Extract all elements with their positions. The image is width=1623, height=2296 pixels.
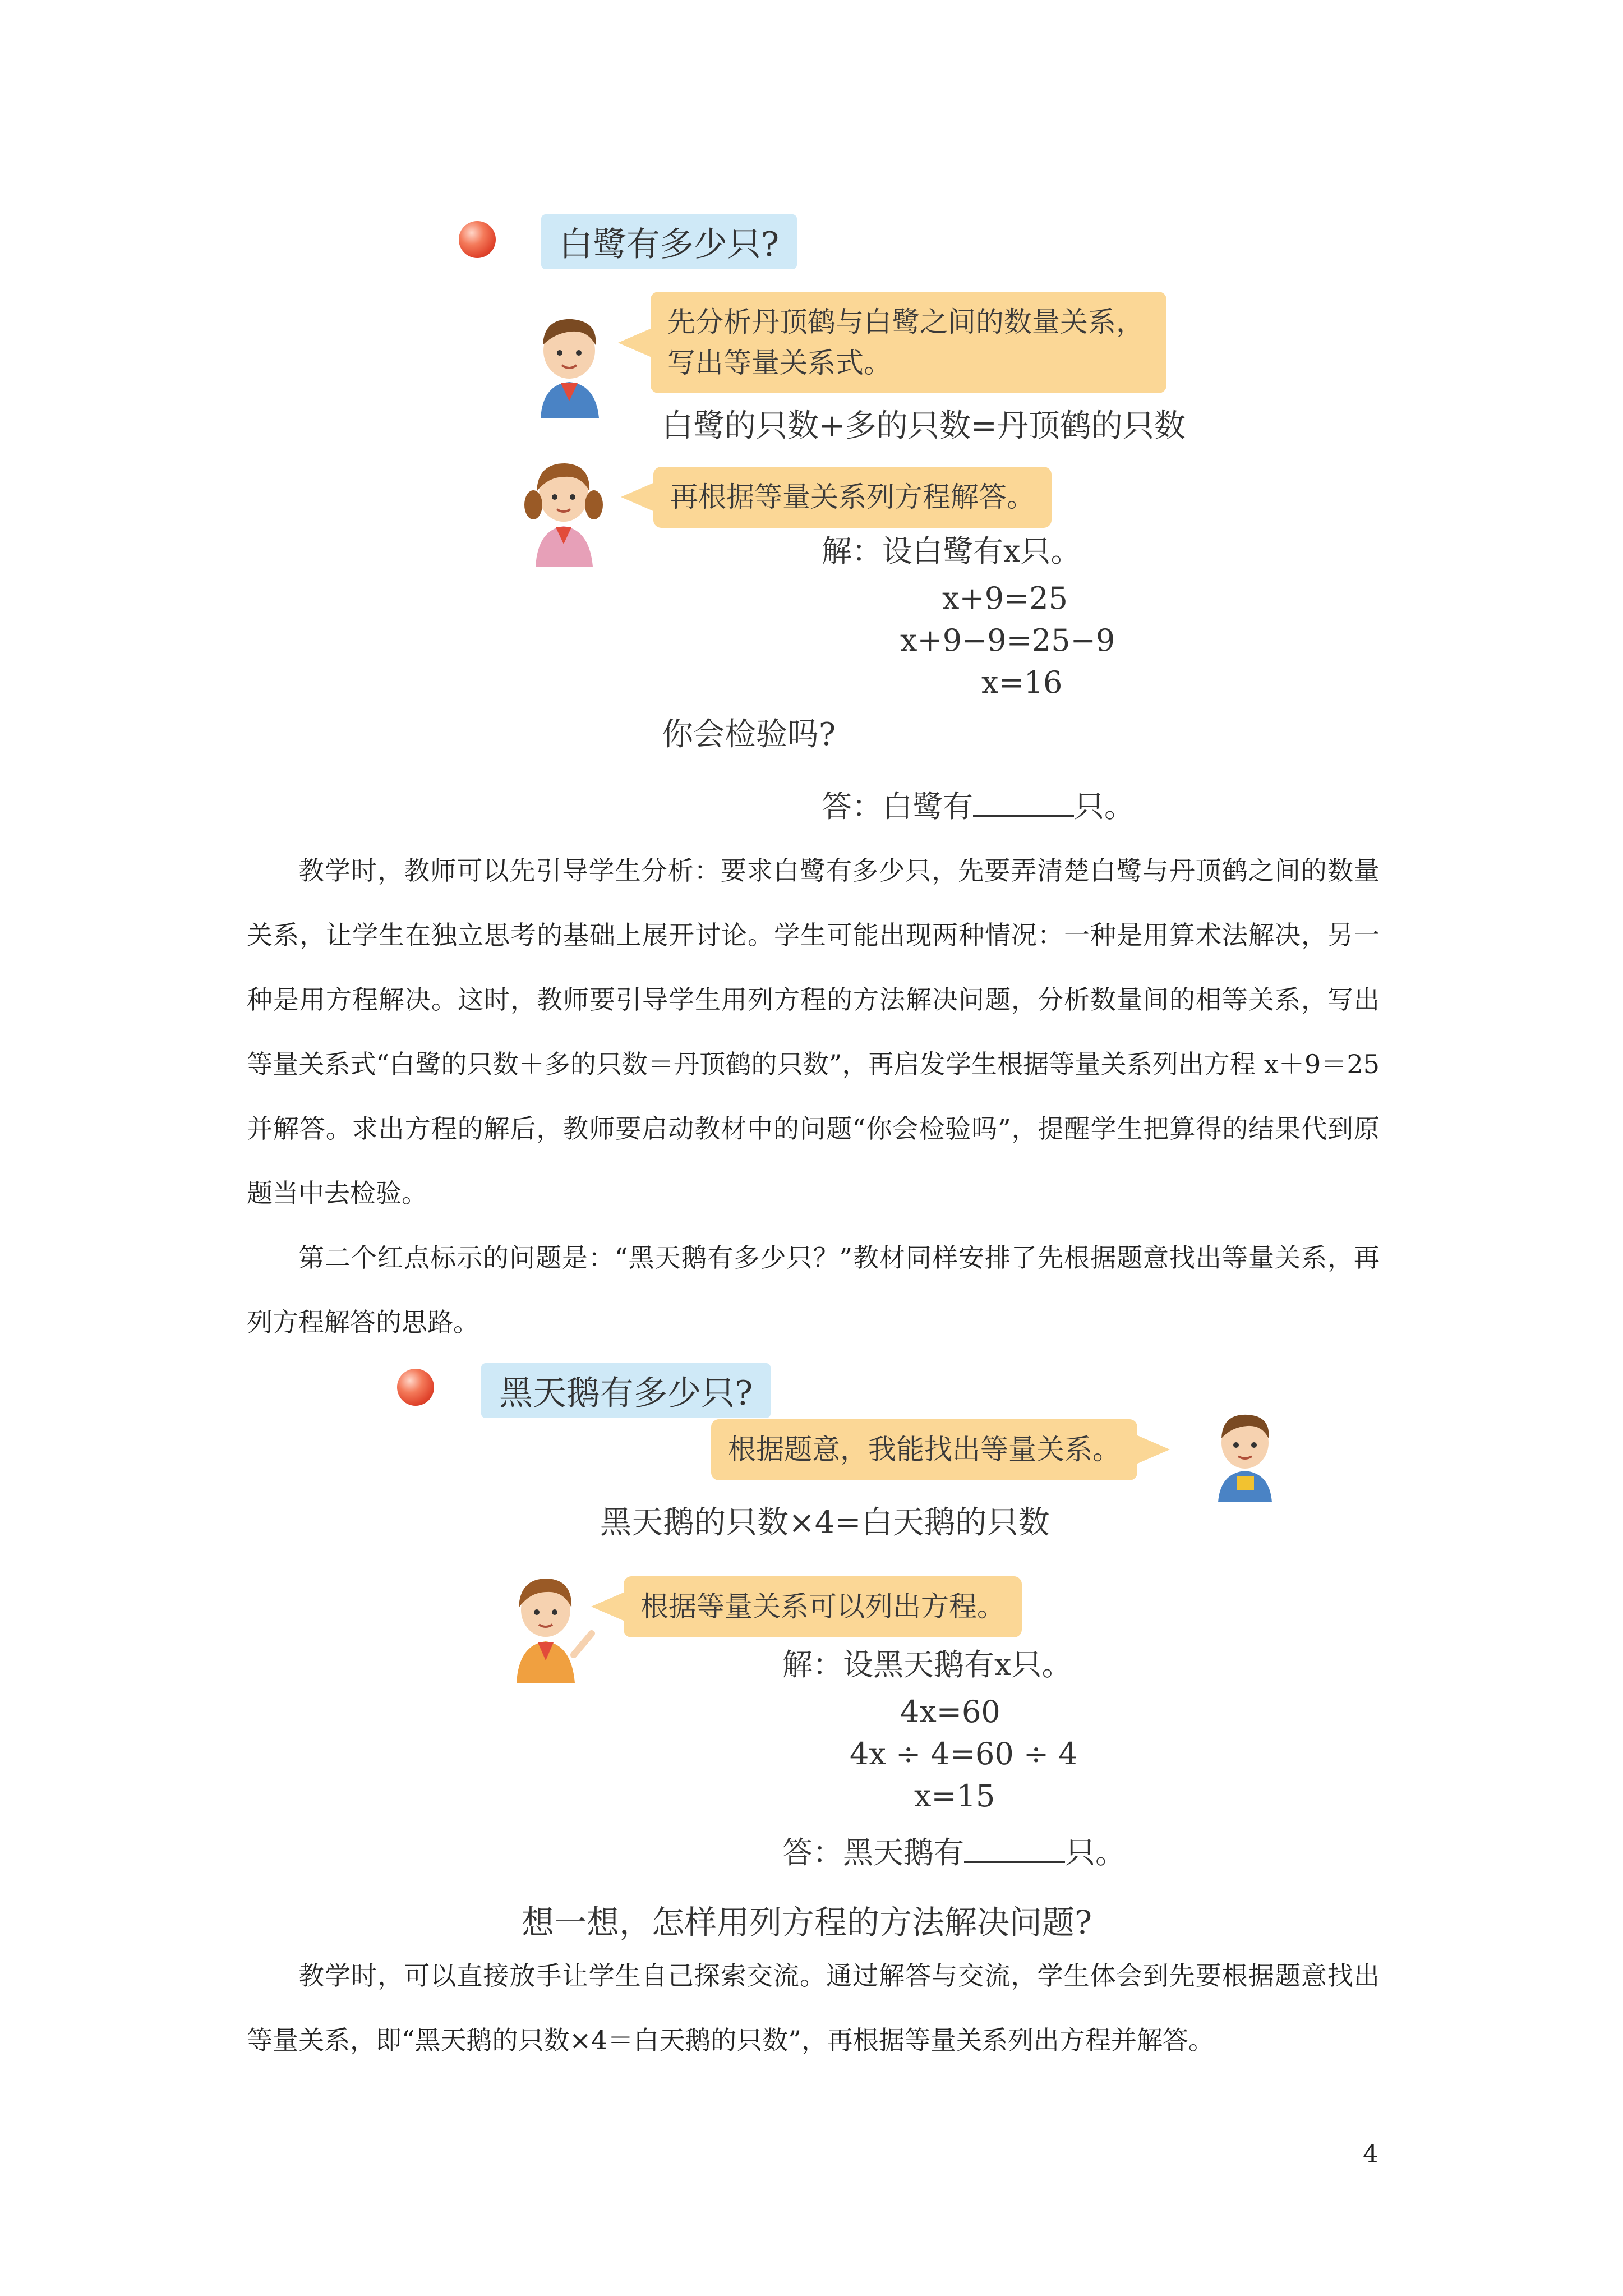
girl-avatar-icon (519, 454, 608, 567)
red-dot-icon (459, 221, 496, 258)
teaching-paragraph-1 (247, 839, 1380, 1226)
speech-bubble-boy-1: 先分析丹顶鹤与白鹭之间的数量关系，写出等量关系式。 (651, 292, 1166, 393)
girl-avatar-icon (502, 1571, 597, 1683)
paragraph-text-1: 教学时，教师可以先引导学生分析：要求白鹭有多少只，先要弄清楚白鹭与丹顶鹤之间的数量关系，让学生在独立思考的基础上展开讨论。学生可能出现两种情况：一种是用算术法解决，另一种是用方程解决。这时，教师要引导学生用列方程的方法解决问题，分析数量间的相等关系，写出等量关系式“白鹭的只数＋多的只数＝丹顶鹤的只数”，再启发学生根据等量关系列出方程 x＋9＝25 并解答。求出方程的解后，教师要启动教材中的问题“你会检验吗”，提醒学生把算得的结果代到原题当中去检验。 (247, 855, 1380, 1208)
boy-avatar-icon (1206, 1407, 1284, 1502)
paragraph-text-3: 教学时，可以直接放手让学生自己探索交流。通过解答与交流，学生体会到先要根据题意找出等量关系，即“黑天鹅的只数×4＝白天鹅的只数”，再根据等量关系列出方程并解答。 (247, 1961, 1380, 2055)
solution-intro-2: 解：设黑天鹅有x只。 (782, 1647, 1072, 1682)
boy-avatar-icon (527, 311, 611, 418)
relation-equation-2: 黑天鹅的只数×4=白天鹅的只数 (600, 1504, 1050, 1541)
solution-step-2a: 4x=60 (900, 1694, 1000, 1729)
answer-blank-1[interactable] (973, 789, 1074, 817)
teaching-paragraph-2 (247, 1226, 1380, 1355)
question-box-egret: 白鹭有多少只? (541, 214, 797, 269)
think-heading: 想一想，怎样用列方程的方法解决问题? (522, 1903, 1092, 1941)
solution-step-1a: x+9=25 (942, 581, 1068, 616)
speech-bubble-boy-2: 根据题意，我能找出等量关系。 (711, 1419, 1137, 1480)
page-number: 4 (1363, 2140, 1378, 2169)
answer-blank-2[interactable] (964, 1835, 1065, 1863)
solution-step-1c: x=16 (981, 665, 1063, 700)
answer-prefix-1: 答：白鹭有 (822, 789, 973, 824)
check-prompt: 你会检验吗? (662, 716, 836, 753)
speech-bubble-girl-2: 根据等量关系可以列出方程。 (624, 1576, 1022, 1637)
solution-step-1b: x+9−9=25−9 (900, 623, 1115, 658)
speech-bubble-girl-1: 再根据等量关系列方程解答。 (653, 467, 1052, 528)
answer-prefix-2: 答：黑天鹅有 (782, 1835, 964, 1870)
solution-step-2b: 4x ÷ 4=60 ÷ 4 (850, 1736, 1078, 1772)
answer-line-2 (782, 1829, 1126, 1872)
answer-suffix-2: 只。 (1065, 1835, 1126, 1870)
red-dot-icon (397, 1369, 434, 1406)
relation-equation-1: 白鹭的只数+多的只数=丹顶鹤的只数 (662, 408, 1186, 444)
question-box-swan: 黑天鹅有多少只? (481, 1363, 771, 1418)
paragraph-text-2: 第二个红点标示的问题是：“黑天鹅有多少只？”教材同样安排了先根据题意找出等量关系，再列方程解答的思路。 (247, 1243, 1380, 1337)
answer-line-1 (822, 783, 1135, 826)
teaching-paragraph-3 (247, 1944, 1380, 2073)
solution-intro-1: 解：设白鹭有x只。 (822, 533, 1081, 569)
solution-step-2c: x=15 (914, 1778, 995, 1814)
answer-suffix-1: 只。 (1074, 789, 1135, 824)
